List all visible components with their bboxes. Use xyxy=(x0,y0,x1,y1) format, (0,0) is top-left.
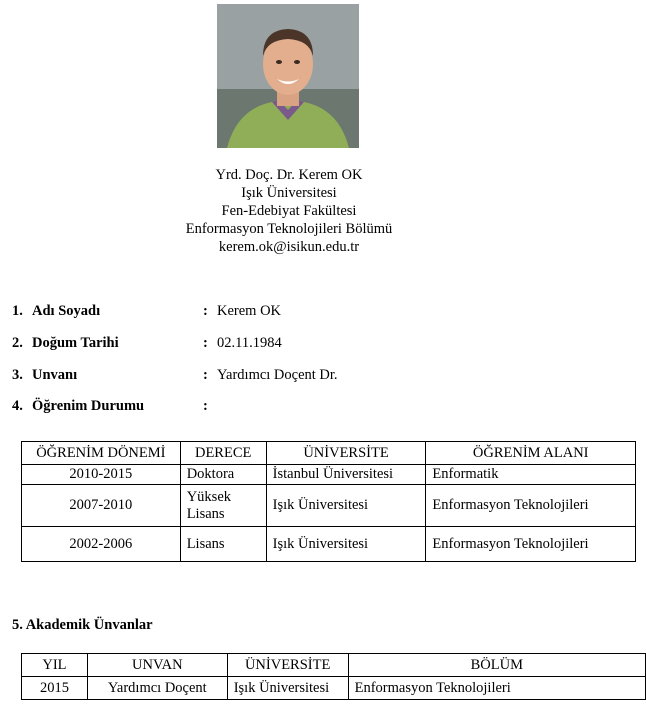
table-cell: Enformasyon Teknolojileri xyxy=(426,485,636,527)
colon: : xyxy=(203,367,208,383)
education-table xyxy=(21,441,636,562)
table-cell: Yüksek Lisans xyxy=(180,485,266,527)
col-header: ÜNİVERSİTE xyxy=(227,654,348,677)
field-title-value: Yardımcı Doçent Dr. xyxy=(217,367,338,383)
faculty-name: Fen-Edebiyat Fakültesi xyxy=(221,203,357,219)
colon: : xyxy=(203,398,208,414)
table-cell: 2015 xyxy=(22,677,88,700)
table-header-row xyxy=(22,654,646,677)
table-row xyxy=(22,677,646,700)
table-cell: Işık Üniversitesi xyxy=(266,527,426,562)
table-row xyxy=(22,485,636,527)
field-title: 3. Unvanı xyxy=(12,367,78,383)
col-header: ÖĞRENİM DÖNEMİ xyxy=(22,442,181,465)
field-education: 4. Öğrenim Durumu xyxy=(12,398,145,414)
col-header: ÜNİVERSİTE xyxy=(266,442,426,465)
person-title: Yrd. Doç. Dr. Kerem OK xyxy=(215,167,363,183)
table-row xyxy=(22,527,636,562)
field-name: 1. Adı Soyadı xyxy=(12,303,101,319)
col-header: DERECE xyxy=(180,442,266,465)
colon: : xyxy=(203,303,208,319)
table-cell: İstanbul Üniversitesi xyxy=(266,465,426,485)
field-birthdate: 2. Doğum Tarihi xyxy=(12,335,119,351)
table-cell: Lisans xyxy=(180,527,266,562)
table-cell: 2007-2010 xyxy=(22,485,181,527)
table-cell: Doktora xyxy=(180,465,266,485)
col-header: UNVAN xyxy=(87,654,227,677)
academic-table xyxy=(21,653,646,700)
table-cell: 2010-2015 xyxy=(22,465,181,485)
field-birthdate-value: 02.11.1984 xyxy=(217,335,282,351)
table-cell: Enformasyon Teknolojileri xyxy=(348,677,645,700)
col-header: YIL xyxy=(22,654,88,677)
table-cell: Yardımcı Doçent xyxy=(87,677,227,700)
colon: : xyxy=(203,335,208,351)
table-cell: Işık Üniversitesi xyxy=(266,485,426,527)
col-header: ÖĞRENİM ALANI xyxy=(426,442,636,465)
col-header: BÖLÜM xyxy=(348,654,645,677)
field-name-value: Kerem OK xyxy=(217,303,282,319)
table-row xyxy=(22,465,636,485)
table-cell: Enformasyon Teknolojileri xyxy=(426,527,636,562)
table-cell: Enformatik xyxy=(426,465,636,485)
university-name: Işık Üniversitesi xyxy=(241,185,337,201)
table-cell: 2002-2006 xyxy=(22,527,181,562)
table-cell: Işık Üniversitesi xyxy=(227,677,348,700)
table-header-row xyxy=(22,442,636,465)
profile-photo xyxy=(217,4,359,148)
section-title-academic: 5. Akademik Ünvanlar xyxy=(12,617,153,633)
header-block xyxy=(0,166,578,256)
department-name: Enformasyon Teknolojileri Bölümü xyxy=(185,221,393,237)
email-link[interactable]: kerem.ok@isikun.edu.tr xyxy=(218,239,360,255)
